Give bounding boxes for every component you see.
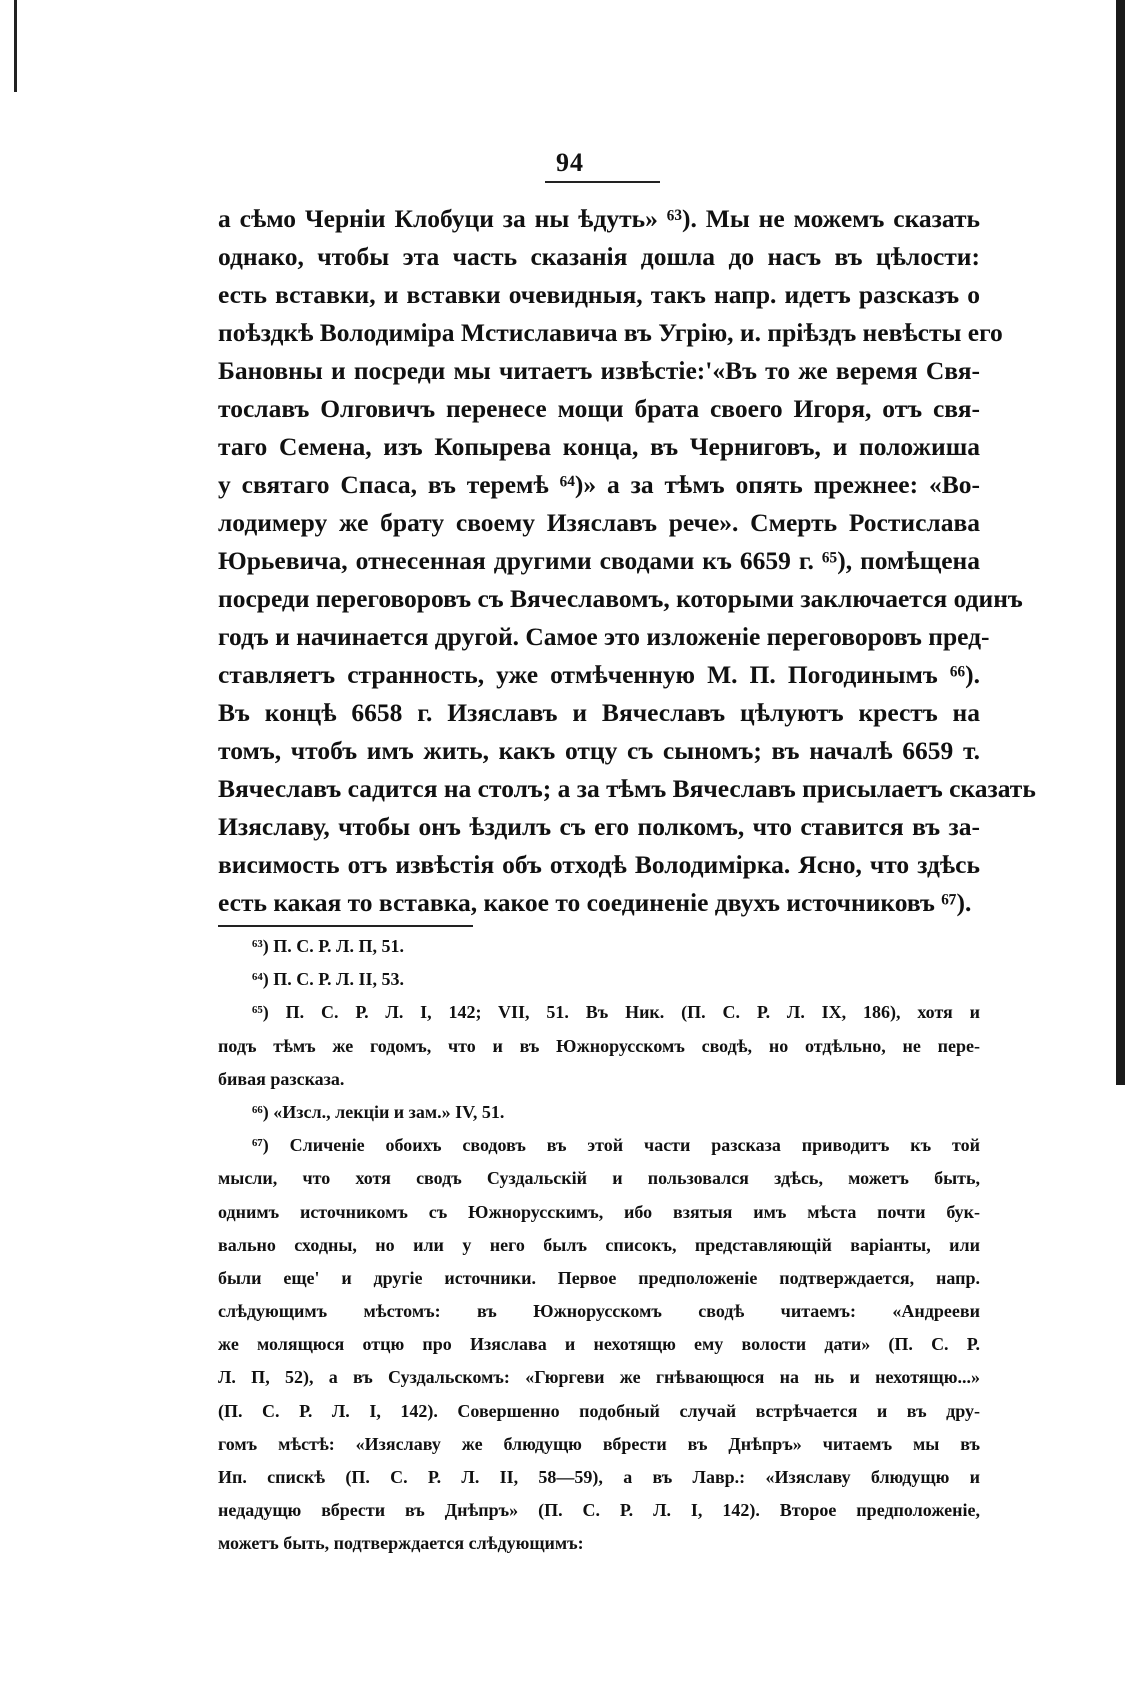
text-line: есть вставки, и вставки очевидныя, такъ напр. идетъ разсказъ о [218,280,980,309]
footnote-line: гомъ мѣстѣ: «Изяславу же блюдущю вбрести въ Днѣпръ» читаемъ мы въ [218,1433,980,1454]
footnote-line: слѣдующимъ мѣстомъ: въ Южнорусскомъ сводѣ читаемъ: «Андрееви [218,1301,980,1322]
footnote-line: Ип. спискѣ (П. С. Р. Л. II, 58—59), а въ Лавр.: «Изяславу блюдущю и [218,1467,980,1487]
footnote-64: ⁶⁴) П. С. Р. Л. II, 53. [252,969,404,990]
text-line: Юрьевича, отнесенная другими сводами къ 6659 г. ⁶⁵), помѣщена [218,546,980,575]
footnote-line: же молящюся отцю про Изяслава и нехотящю ему волости дати» (П. С. Р. [218,1334,980,1355]
footnote-line: бивая разсказа. [218,1068,345,1089]
text-line: Бановны и посреди мы читаетъ извѣстіе:'«Въ то же веремя Свя- [218,356,980,385]
footnote-line: (П. С. Р. Л. I, 142). Совершенно подобный случай встрѣчается и въ дру- [218,1400,980,1421]
text-line: Въ концѣ 6658 г. Изяславъ и Вячеславъ цѣлуютъ крестъ на [218,698,980,727]
text-line: годъ и начинается другой. Самое это изложеніе переговоровъ пред- [218,622,990,651]
footnote-line: были еще' и другіе источники. Первое предположеніе подтверждается, напр. [218,1267,980,1288]
text-line: лодимеру же брату своему Изяславъ рече». Смерть Ростислава [218,508,980,537]
scan-border-left [14,0,17,92]
text-line: поѣздкѣ Володиміра Мстиславича въ Угрію, и. пріѣздъ невѣсты его [218,318,1003,347]
footnote-line: вально сходны, но или у него былъ списокъ, представляющій варіанты, или [218,1234,980,1255]
text-line: ставляетъ странность, уже отмѣченную М. П. Погодинымъ ⁶⁶). [218,660,980,689]
footnote-66: ⁶⁶) «Изсл., лекціи и зам.» IV, 51. [252,1101,505,1122]
footnote-63: ⁶³) П. С. Р. Л. П, 51. [252,936,404,956]
text-line: а сѣмо Черніи Клобуци за ны ѣдуть» ⁶³). Мы не можемъ сказать [218,204,980,233]
text-line: есть какая то вставка, какое то соединеніе двухъ источниковъ ⁶⁷). [218,888,972,917]
main-text [218,200,1036,922]
text-line: Изяславу, чтобы онъ ѣздилъ съ его полкомъ, что ставится въ за- [218,812,980,841]
text-line: тославъ Олговичъ перенесе мощи брата своего Игоря, отъ свя- [218,394,980,423]
footnotes [218,930,980,1561]
text-line: висимость отъ извѣстія объ отходѣ Володимірка. Ясно, что здѣсь [218,850,980,879]
footnote-line: Л. П, 52), а въ Суздальскомъ: «Гюргеви же гнѣвающюся на нь и нехотящю...» [218,1367,980,1388]
footnote-line: мысли, что хотя сводъ Суздальскій и пользовался здѣсь, можетъ быть, [218,1168,980,1189]
footnote-67: ⁶⁷) Сличеніе обоихъ сводовъ въ этой части разсказа приводитъ къ той [252,1135,980,1156]
text-line: посреди переговоровъ съ Вячеславомъ, которыми заключается одинъ [218,584,1023,613]
footnote-line: можетъ быть, подтверждается слѣдующимъ: [218,1533,584,1554]
text-line: Вячеславъ садится на столъ; а за тѣмъ Вячеславъ присылаетъ сказать [218,774,1036,803]
footnote-65: ⁶⁵) П. С. Р. Л. I, 142; VII, 51. Въ Ник. (П. С. Р. Л. IX, 186), хотя и [252,1002,980,1023]
footnote-line: подъ тѣмъ же годомъ, что и въ Южнорусскомъ сводѣ, но отдѣльно, не пере- [218,1035,980,1056]
text-line: таго Семена, изъ Копырева конца, въ Черниговъ, и положиша [218,432,980,461]
page-number-rule [545,181,660,183]
page-number: 94 [556,148,584,177]
footnote-line: однимъ источникомъ съ Южнорусскимъ, ибо взятыя имъ мѣста почти бук- [218,1201,980,1222]
footnote-line: недадущю вбрести въ Днѣпръ» (П. С. Р. Л. I, 142). Второе предположеніе, [218,1500,980,1521]
text-line: томъ, чтобъ имъ жить, какъ отцу съ сыномъ; въ началѣ 6659 т. [218,736,980,765]
text-line: однако, чтобы эта часть сказанія дошла до насъ въ цѣлости: [218,242,980,271]
footnote-separator [218,925,473,927]
text-line: у святаго Спаса, въ теремѣ ⁶⁴)» а за тѣмъ опять прежнее: «Во- [218,470,980,499]
